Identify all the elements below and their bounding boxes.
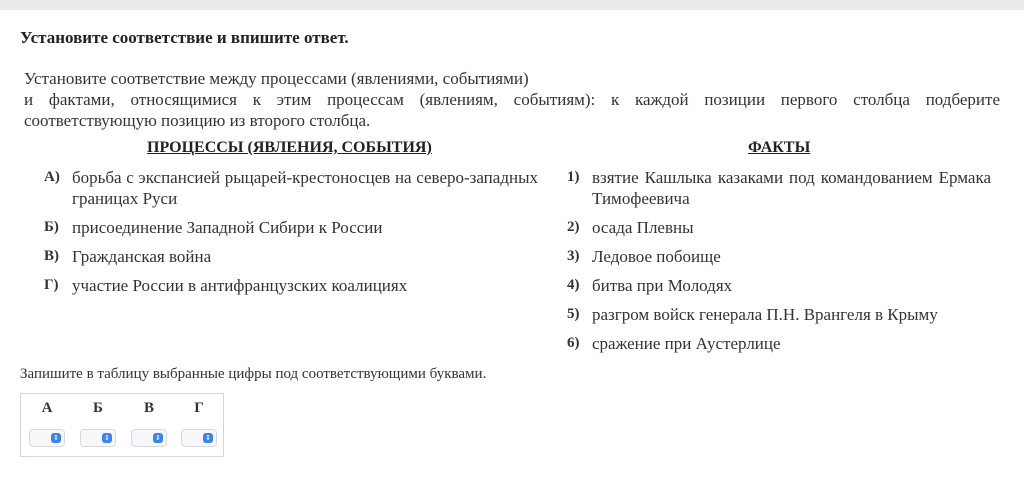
facts-column-header: ФАКТЫ [748, 139, 811, 156]
fact-text: взятие Кашлыка казаками под командованием Ермака Тимофеевича [592, 168, 991, 208]
intro-line-3: соответствующую позицию из второго столбца. [24, 111, 371, 130]
stepper-icon: ⇕ [51, 433, 61, 443]
fact-item [567, 246, 991, 267]
fact-key: 6) [567, 335, 580, 351]
process-item [44, 246, 538, 267]
process-key: Б) [44, 219, 59, 235]
fact-text: разгром войск генерала П.Н. Врангеля в Крыму [592, 305, 938, 324]
task-intro [24, 68, 1000, 131]
fact-key: 1) [567, 169, 580, 185]
stepper-icon: ⇕ [102, 433, 112, 443]
intro-line-2: и фактами, относящимися к этим процессам (явлениям, событиям): к каждой позиции первого столбца подберите [24, 90, 1000, 109]
fact-key: 2) [567, 219, 580, 235]
fact-item [567, 333, 991, 354]
answer-header-g: Г [194, 400, 204, 416]
process-key: А) [44, 169, 60, 185]
fact-key: 4) [567, 277, 580, 293]
stepper-icon: ⇕ [153, 433, 163, 443]
process-text: Гражданская война [72, 247, 212, 266]
process-key: В) [44, 248, 59, 264]
answer-instruction: Запишите в таблицу выбранные цифры под соответствующими буквами. [20, 366, 487, 382]
fact-key: 3) [567, 248, 580, 264]
answer-header-b: Б [93, 400, 103, 416]
answer-header-v: В [143, 400, 154, 416]
process-item [44, 217, 538, 238]
task-heading: Установите соответствие и впишите ответ. [20, 28, 349, 47]
fact-text: битва при Молодях [592, 276, 733, 295]
process-text: борьба с экспансией рыцарей-крестоносцев на северо-западных границах Руси [72, 168, 538, 208]
top-bar [0, 0, 1024, 10]
answer-table [20, 393, 224, 457]
processes-column-header: ПРОЦЕССЫ (ЯВЛЕНИЯ, СОБЫТИЯ) [147, 139, 432, 156]
process-item [44, 167, 538, 209]
process-text: присоединение Западной Сибири к России [72, 218, 383, 237]
process-text: участие России в антифранцузских коалициях [72, 276, 408, 295]
fact-item [567, 275, 991, 296]
process-item [44, 275, 538, 296]
answer-select-a[interactable] [29, 429, 65, 447]
answer-select-v[interactable] [131, 429, 167, 447]
fact-text: осада Плевны [592, 218, 694, 237]
fact-text: сражение при Аустерлице [592, 334, 781, 353]
intro-line-1: Установите соответствие между процессами (явлениями, событиями) [24, 69, 529, 88]
fact-item [567, 217, 991, 238]
fact-key: 5) [567, 306, 580, 322]
stepper-icon: ⇕ [203, 433, 213, 443]
fact-text: Ледовое побоище [592, 247, 721, 266]
answer-select-g[interactable] [181, 429, 217, 447]
fact-item [567, 167, 991, 209]
answer-select-b[interactable] [80, 429, 116, 447]
fact-item [567, 304, 991, 325]
answer-header-a: А [41, 400, 53, 416]
process-key: Г) [44, 277, 59, 293]
